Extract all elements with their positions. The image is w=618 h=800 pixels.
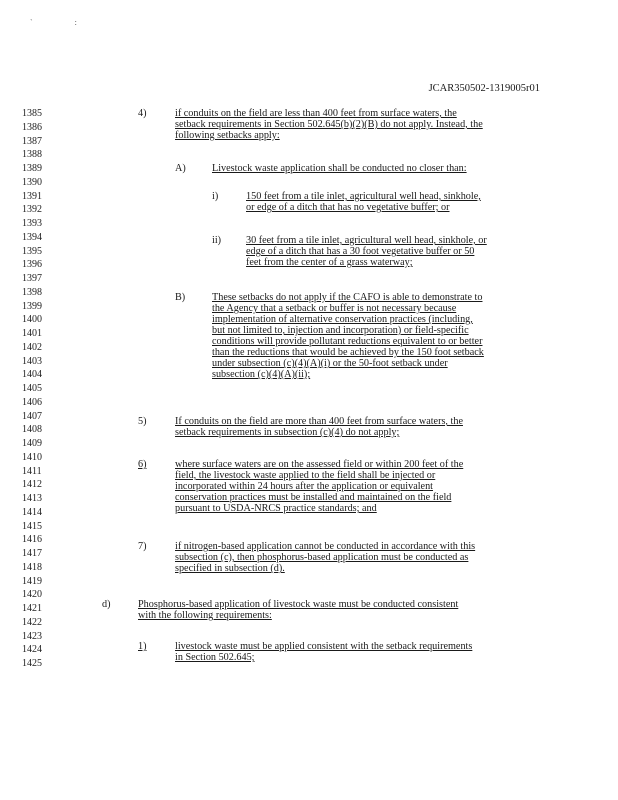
item-7-line-3: specified in subsection (d). xyxy=(175,563,285,574)
item-6-line-5: pursuant to USDA-NRCS practice standards; and xyxy=(175,503,377,514)
line-number: 1422 xyxy=(22,616,42,628)
line-number: 1409 xyxy=(22,438,42,449)
line-number: 1418 xyxy=(22,561,42,573)
item-1-line-2: in Section 502.645; xyxy=(175,652,255,663)
item-6-label: 6) xyxy=(138,459,147,470)
scan-marks: ` : xyxy=(30,18,97,27)
line-number: 1425 xyxy=(22,658,42,669)
line-number: 1407 xyxy=(22,410,42,422)
line-number: 1401 xyxy=(22,328,42,339)
line-number: 1415 xyxy=(22,520,42,532)
item-B-line-6: than the reductions that would be achieved by the 150 foot setback xyxy=(212,347,484,358)
document-id: JCAR350502-1319005r01 xyxy=(428,83,540,94)
item-5-line-2: setback requirements in subsection (c)(4) do not apply; xyxy=(175,427,400,438)
item-d-label: d) xyxy=(102,599,111,610)
line-number: 1411 xyxy=(22,465,42,477)
line-number: 1419 xyxy=(22,575,42,587)
item-d-line-1: Phosphorus-based application of livestock waste must be conducted consistent xyxy=(138,599,459,610)
item-6-line-2: field, the livestock waste applied to the field shall be injected or xyxy=(175,470,436,481)
item-ii-line-2: edge of a ditch that has a 30 foot vegetative buffer or 50 xyxy=(246,246,475,257)
line-number: 1394 xyxy=(22,231,42,243)
item-4-line-2: setback requirements in Section 502.645(b)(2)(B) do not apply. Instead, the xyxy=(175,119,483,130)
line-number: 1424 xyxy=(22,644,42,656)
item-7-line-2: subsection (c), then phosphorus-based application must be conducted as xyxy=(175,552,469,563)
line-number: 1392 xyxy=(22,204,42,216)
line-number: 1403 xyxy=(22,355,42,367)
item-A-line-1: Livestock waste application shall be conducted no closer than: xyxy=(212,163,467,174)
line-number: 1406 xyxy=(22,396,42,408)
item-B-line-3: implementation of alternative conservation practices (including, xyxy=(212,314,473,325)
item-5-line-1: If conduits on the field are more than 400 feet from surface waters, the xyxy=(175,416,463,427)
item-6-line-3: incorporated within 24 hours after the application or equivalent xyxy=(175,481,434,492)
item-d-line-2: with the following requirements: xyxy=(138,610,272,621)
line-number: 1388 xyxy=(22,149,42,161)
line-number: 1402 xyxy=(22,341,42,353)
line-number: 1405 xyxy=(22,383,42,394)
item-i-label: i) xyxy=(212,191,219,202)
item-ii-label: ii) xyxy=(212,235,222,246)
line-number: 1391 xyxy=(22,190,42,202)
line-number: 1400 xyxy=(22,314,42,326)
line-number: 1396 xyxy=(22,259,42,271)
line-number: 1389 xyxy=(22,163,42,174)
line-number: 1410 xyxy=(22,451,42,463)
item-4-label: 4) xyxy=(138,108,147,119)
item-B-line-4: but not limited to, injection and incorporation) or field-specific xyxy=(212,325,469,336)
line-number: 1385 xyxy=(22,108,42,119)
line-number: 1416 xyxy=(22,534,42,546)
item-4-line-1: if conduits on the field are less than 400 feet from surface waters, the xyxy=(175,108,457,119)
line-number: 1399 xyxy=(22,300,42,312)
line-number: 1417 xyxy=(22,548,42,559)
line-number: 1408 xyxy=(22,424,42,436)
line-number: 1412 xyxy=(22,479,42,491)
item-6-line-1: where surface waters are on the assessed field or within 200 feet of the xyxy=(175,459,464,470)
line-number: 1397 xyxy=(22,273,42,284)
item-1-line-1: livestock waste must be applied consistent with the setback requirements xyxy=(175,641,473,652)
line-number: 1386 xyxy=(22,121,42,133)
item-B-line-1: These setbacks do not apply if the CAFO is able to demonstrate to xyxy=(212,292,483,303)
line-number: 1420 xyxy=(22,589,42,601)
item-5-label: 5) xyxy=(138,416,147,427)
item-B-line-8: subsection (c)(4)(A)(ii); xyxy=(212,369,311,380)
item-B-label: B) xyxy=(175,292,186,303)
line-number: 1413 xyxy=(22,493,42,504)
item-A-label: A) xyxy=(175,163,186,174)
item-4-line-3: following setbacks apply: xyxy=(175,130,280,141)
line-number: 1421 xyxy=(22,603,42,614)
item-1-label: 1) xyxy=(138,641,147,652)
item-i-line-2: or edge of a ditch that has no vegetative buffer; or xyxy=(246,202,450,213)
line-number: 1395 xyxy=(22,245,42,257)
item-ii-line-1: 30 feet from a tile inlet, agricultural well head, sinkhole, or xyxy=(246,235,487,246)
item-7-line-1: if nitrogen-based application cannot be conducted in accordance with this xyxy=(175,541,476,552)
line-number: 1398 xyxy=(22,286,42,298)
item-B-line-2: the Agency that a setback or buffer is not necessary because xyxy=(212,303,457,314)
item-6-line-4: conservation practices must be installed and maintained on the field xyxy=(175,492,452,503)
line-number: 1390 xyxy=(22,176,42,188)
line-number: 1414 xyxy=(22,506,42,518)
line-number: 1423 xyxy=(22,630,42,642)
item-B-line-7: under subsection (c)(4)(A)(i) or the 50-foot setback under xyxy=(212,358,448,369)
line-number: 1393 xyxy=(22,218,42,229)
item-ii-line-3: feet from the center of a grass waterway; xyxy=(246,257,413,268)
item-i-line-1: 150 feet from a tile inlet, agricultural well head, sinkhole, xyxy=(246,191,481,202)
line-number: 1404 xyxy=(22,369,42,381)
item-B-line-5: conditions will provide pollutant reductions equivalent to or better xyxy=(212,336,483,347)
item-7-label: 7) xyxy=(138,541,147,552)
line-number: 1387 xyxy=(22,135,42,147)
